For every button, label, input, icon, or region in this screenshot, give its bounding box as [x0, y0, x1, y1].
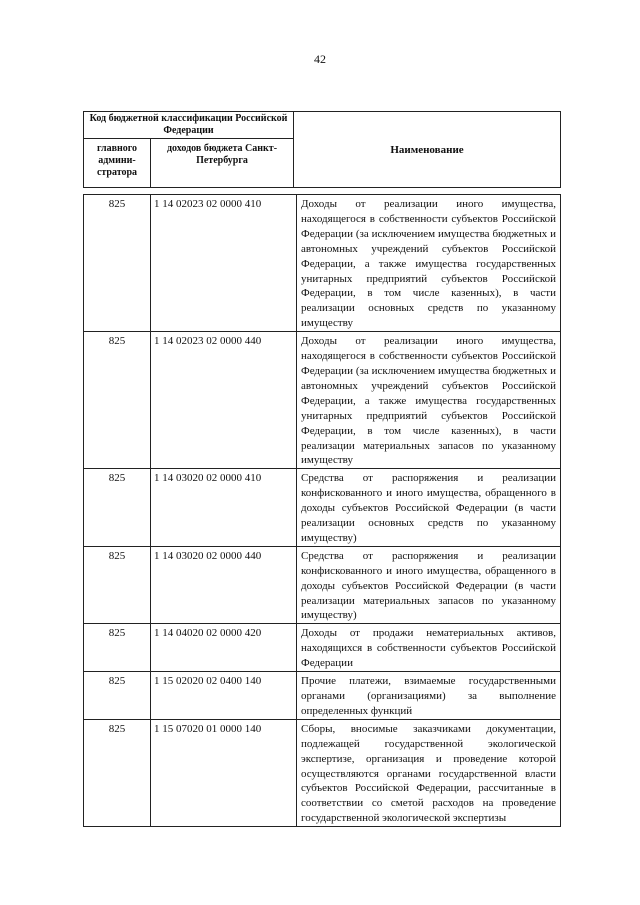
- income-name-cell: Сборы, вносимые заказчиками документации, подлежащей государственной экологической экспертизе, организация и проведение которой осуществляются органами государственной власти субъектов Российской Федерации, рассчитанные в соответствии со сметой расходов на проведение государственной экологической экспертизы: [297, 719, 561, 826]
- table-row: [84, 624, 561, 672]
- table-row: [84, 719, 561, 826]
- admin-code-cell: 825: [84, 546, 151, 624]
- income-code-cell: 1 15 07020 01 0000 140: [151, 719, 297, 826]
- admin-column-header: главного админи-стратора: [84, 139, 151, 188]
- budget-codes-table: [83, 194, 561, 827]
- table-row: [84, 672, 561, 720]
- budget-code-group-header: Код бюджетной классификации Российской Федерации: [84, 112, 294, 139]
- income-name-cell: Средства от распоряжения и реализации конфискованного и иного имущества, обращенного в доходы субъектов Российской Федерации (в части реализации материальных запасов по указанному имуществу): [297, 546, 561, 624]
- income-code-cell: 1 14 02023 02 0000 440: [151, 332, 297, 469]
- table-header: [83, 111, 561, 188]
- table-row: [84, 332, 561, 469]
- income-name-cell: Доходы от реализации иного имущества, находящегося в собственности субъектов Российской Федерации (за исключением имущества бюджетных и автономных учреждений субъектов Российской Федерации, а также имущества государственных унитарных предприятий субъектов Российской Федерации, в том числе казенных), в части реализации основных средств по указанному имуществу: [297, 195, 561, 332]
- income-code-cell: 1 15 02020 02 0400 140: [151, 672, 297, 720]
- page-number: 42: [314, 52, 326, 66]
- table-row: [84, 469, 561, 547]
- income-code-cell: 1 14 03020 02 0000 410: [151, 469, 297, 547]
- income-name-cell: Доходы от продажи нематериальных активов, находящихся в собственности субъектов Российской Федерации: [297, 624, 561, 672]
- admin-code-cell: 825: [84, 719, 151, 826]
- income-code-cell: 1 14 02023 02 0000 410: [151, 195, 297, 332]
- admin-code-cell: 825: [84, 469, 151, 547]
- table-row: [84, 546, 561, 624]
- income-name-cell: Средства от распоряжения и реализации конфискованного и иного имущества, обращенного в доходы субъектов Российской Федерации (в части реализации основных средств по указанному имуществу): [297, 469, 561, 547]
- admin-code-cell: 825: [84, 195, 151, 332]
- table-row: [84, 195, 561, 332]
- admin-code-cell: 825: [84, 332, 151, 469]
- income-name-cell: Доходы от реализации иного имущества, находящегося в собственности субъектов Российской Федерации (за исключением имущества бюджетных и автономных учреждений субъектов Российской Федерации, а также имущества государственных унитарных предприятий субъектов Российской Федерации, в том числе казенных), в части реализации материальных запасов по указанному имуществу: [297, 332, 561, 469]
- admin-code-cell: 825: [84, 672, 151, 720]
- name-column-header: Наименование: [294, 112, 561, 188]
- income-code-cell: 1 14 04020 02 0000 420: [151, 624, 297, 672]
- admin-code-cell: 825: [84, 624, 151, 672]
- income-column-header: доходов бюджета Санкт-Петербурга: [151, 139, 294, 188]
- income-code-cell: 1 14 03020 02 0000 440: [151, 546, 297, 624]
- income-name-cell: Прочие платежи, взимаемые государственными органами (организациями) за выполнение определенных функций: [297, 672, 561, 720]
